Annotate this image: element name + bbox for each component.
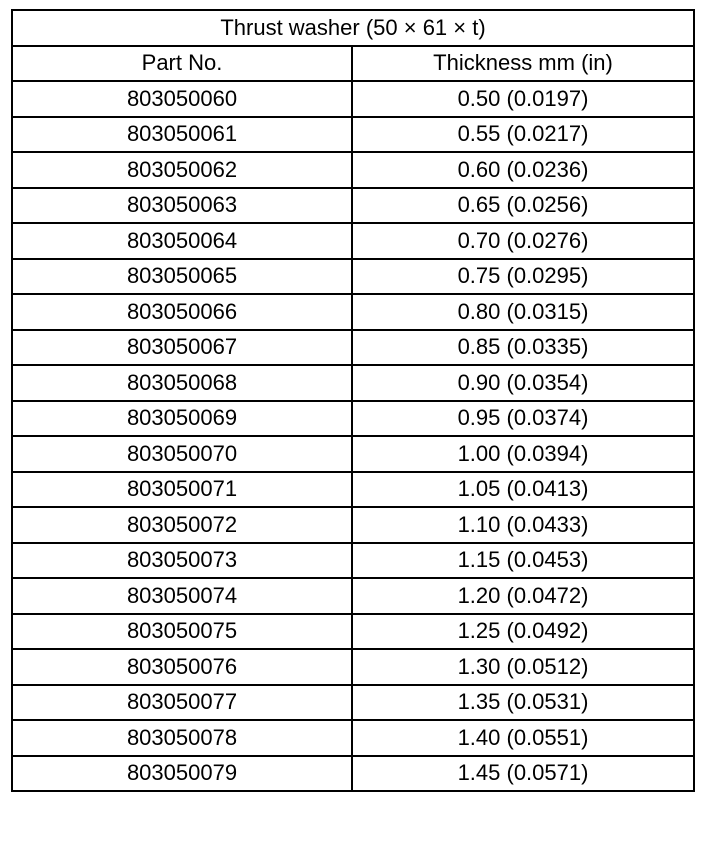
part-number-cell: 803050077 — [12, 685, 352, 721]
table-row — [12, 685, 694, 721]
part-number-cell: 803050079 — [12, 756, 352, 792]
table-row — [12, 81, 694, 117]
table-row — [12, 330, 694, 366]
table-row — [12, 472, 694, 508]
thickness-cell: 0.95 (0.0374) — [352, 401, 694, 437]
part-number-cell: 803050062 — [12, 152, 352, 188]
table-row — [12, 117, 694, 153]
table-row — [12, 401, 694, 437]
table-row — [12, 152, 694, 188]
thickness-cell: 1.40 (0.0551) — [352, 720, 694, 756]
table-row — [12, 756, 694, 792]
thickness-cell: 0.65 (0.0256) — [352, 188, 694, 224]
header-part-no: Part No. — [12, 46, 352, 82]
part-number-cell: 803050068 — [12, 365, 352, 401]
part-number-cell: 803050073 — [12, 543, 352, 579]
table-row — [12, 578, 694, 614]
part-number-cell: 803050060 — [12, 81, 352, 117]
table-title: Thrust washer (50 × 61 × t) — [12, 10, 694, 46]
part-number-cell: 803050070 — [12, 436, 352, 472]
table-row — [12, 188, 694, 224]
part-number-cell: 803050064 — [12, 223, 352, 259]
table-title-row — [12, 10, 694, 46]
table-body — [12, 81, 694, 791]
thickness-cell: 0.85 (0.0335) — [352, 330, 694, 366]
table-header-row — [12, 46, 694, 82]
thickness-cell: 0.90 (0.0354) — [352, 365, 694, 401]
thickness-cell: 1.10 (0.0433) — [352, 507, 694, 543]
table-row — [12, 436, 694, 472]
part-number-cell: 803050072 — [12, 507, 352, 543]
thickness-cell: 1.45 (0.0571) — [352, 756, 694, 792]
part-number-cell: 803050074 — [12, 578, 352, 614]
table-row — [12, 507, 694, 543]
part-number-cell: 803050066 — [12, 294, 352, 330]
part-number-cell: 803050078 — [12, 720, 352, 756]
header-thickness: Thickness mm (in) — [352, 46, 694, 82]
table-row — [12, 614, 694, 650]
thickness-cell: 0.55 (0.0217) — [352, 117, 694, 153]
part-number-cell: 803050063 — [12, 188, 352, 224]
part-number-cell: 803050061 — [12, 117, 352, 153]
thickness-cell: 1.15 (0.0453) — [352, 543, 694, 579]
table-row — [12, 365, 694, 401]
table-row — [12, 294, 694, 330]
part-number-cell: 803050065 — [12, 259, 352, 295]
part-number-cell: 803050069 — [12, 401, 352, 437]
table-row — [12, 259, 694, 295]
thickness-cell: 1.30 (0.0512) — [352, 649, 694, 685]
thickness-cell: 0.80 (0.0315) — [352, 294, 694, 330]
part-number-cell: 803050067 — [12, 330, 352, 366]
part-number-cell: 803050076 — [12, 649, 352, 685]
thickness-cell: 1.20 (0.0472) — [352, 578, 694, 614]
thickness-cell: 1.05 (0.0413) — [352, 472, 694, 508]
thickness-cell: 1.35 (0.0531) — [352, 685, 694, 721]
thickness-cell: 1.25 (0.0492) — [352, 614, 694, 650]
thickness-cell: 1.00 (0.0394) — [352, 436, 694, 472]
table-row — [12, 649, 694, 685]
table-row — [12, 543, 694, 579]
part-number-cell: 803050075 — [12, 614, 352, 650]
table-row — [12, 720, 694, 756]
thrust-washer-table — [11, 9, 695, 792]
part-number-cell: 803050071 — [12, 472, 352, 508]
thickness-cell: 0.50 (0.0197) — [352, 81, 694, 117]
table-row — [12, 223, 694, 259]
thickness-cell: 0.70 (0.0276) — [352, 223, 694, 259]
thickness-cell: 0.60 (0.0236) — [352, 152, 694, 188]
thickness-cell: 0.75 (0.0295) — [352, 259, 694, 295]
